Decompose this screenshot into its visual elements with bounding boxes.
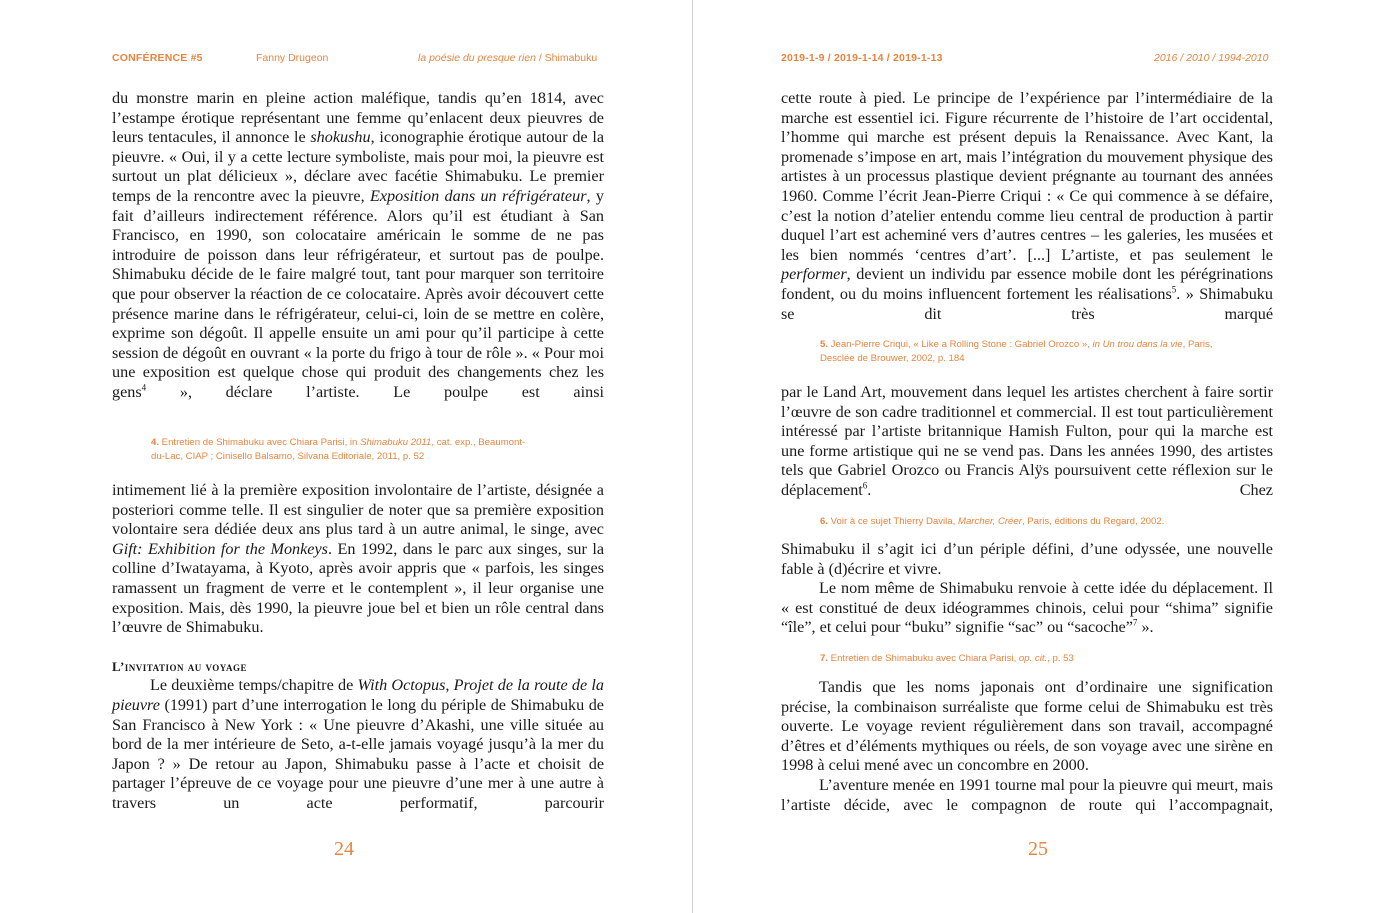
footnote-4: 4. Entretien de Shimabuku avec Chiara Parisi, in Shimabuku 2011, cat. exp., Beaumont-du-Lac, CIAP ; Cinisello Balsamo, Silvana Editoriale, 2011, p. 52 [151, 437, 526, 462]
footnote-ref-5: 5 [1171, 284, 1177, 295]
right-body-block-1 [781, 89, 1273, 324]
left-paragraph-2: intimement lié à la première exposition involontaire de l’artiste, désignée a posteriori comme telle. Il est singulier de noter que sa première exposition volontaire sera dédiée deux ans plus tard à un autre animal, le singe, avec Gift: Exhibition for the Monkeys. En 1992, dans le parc aux singes, sur la colline d’Iwatayama, à Kyoto, après avoir appris que « parfois, les singes ramassent un fragment de verre et le contemplent », il leur organise une exposition. Mais, dès 1990, la pieuvre joue bel et bien un rôle central dans l’œuvre de Shimabuku. [112, 481, 604, 637]
right-body-block-3 [781, 540, 1273, 638]
right-header-years: 2016 / 2010 / 1994-2010 [1154, 52, 1269, 64]
section-heading: L’invitation au voyage [112, 658, 247, 674]
left-paragraph-3: Le deuxième temps/chapitre de With Octopus, Projet de la route de la pieuvre (1991) part d’une interrogation le long du périple de Shimabuku de San Francisco à New York : « Une pieuvre d’Akashi, une ville située au bord de la mer intérieure de Seto, a-t-elle jamais voyagé jusqu’à la mer du Japon ? » De retour au Japon, Shimabuku passe à l’acte et choisit de partager l’épreuve de ce voyage pour une pieuvre d’une mer à une autre à travers un acte performatif, parcourir [112, 676, 604, 812]
footnote-ref-6: 6 [862, 480, 868, 491]
right-page [693, 0, 1385, 913]
footnote-7: 7. Entretien de Shimabuku avec Chiara Parisi, op. cit., p. 53 [820, 653, 1074, 664]
left-body-block-1 [112, 89, 604, 403]
right-paragraph-4: Le nom même de Shimabuku renvoie à cette idée du déplacement. Il « est constitué de deux idéogrammes chinois, celui pour “shima” signifie “île”, et celui pour “buku” signifie “sac” ou “sacoche”$^7$ ». [781, 579, 1273, 637]
left-header-series: CONFÉRENCE #5 [112, 52, 203, 64]
footnote-6: 6. Voir à ce sujet Thierry Davila, Marcher, Créer, Paris, éditions du Regard, 2002. [820, 516, 1165, 527]
right-paragraph-6: L’aventure menée en 1991 tourne mal pour la pieuvre qui meurt, mais l’artiste décide, avec le compagnon de route qui l’accompagnait, [781, 775, 1273, 814]
footnote-ref-7: 7 [1132, 617, 1138, 628]
right-paragraph-2: par le Land Art, mouvement dans lequel les artistes cherchent à faire sortir l’œuvre de son cadre traditionnel et commercial. Il est tout particulièrement intéressé par l’artiste britannique Hamish Fulton, pour qui la marche est une forme artistique qui ne se vend pas. Dans les années 1990, des artistes tels que Gabriel Orozco ou Francis Alÿs poursuivent cette réflexion sur le déplacement$^6$. Chez [781, 383, 1273, 499]
right-paragraph-5: Tandis que les noms japonais ont d’ordinaire une signification précise, la combinaison surréaliste que forme celui de Shimabuku est très ouverte. Le voyage revient régulièrement dans son travail, accompagné d’êtres et d’éléments mythiques ou réels, de son voyage avec une sirène en 1998 à celui mené avec un concombre en 2000. [781, 678, 1273, 775]
left-header-author: Fanny Drugeon [256, 52, 329, 64]
right-body-block-4 [781, 678, 1273, 815]
right-paragraph-3: Shimabuku il s’agit ici d’un périple défini, d’une odyssée, une nouvelle fable à (d)écrire et vivre. [781, 540, 1273, 578]
footnote-5: 5. Jean-Pierre Criqui, « Like a Rolling Stone : Gabriel Orozco », in Un trou dans la vie, Paris, Desclée de Brouwer, 2002, p. 184 [820, 339, 1213, 364]
page-number-left: 24 [334, 838, 354, 860]
right-header-dates: 2019-1-9 / 2019-1-14 / 2019-1-13 [781, 52, 943, 64]
left-paragraph-1: du monstre marin en pleine action maléfique, tandis qu’en 1814, avec l’estampe érotique représentant une femme qu’enlacent deux pieuvres de leurs tentacules, il annonce le shokushu, iconographie érotique autour de la pieuvre. « Oui, il y a cette lecture symboliste, mais pour moi, la pieuvre est surtout un plat délicieux », déclare avec facétie Shimabuku. Le premier temps de la rencontre avec la pieuvre, Exposition dans un réfrigérateur, y fait d’ailleurs indirectement référence. Alors qu’il est étudiant à San Francisco, en 1990, son colocataire américain le somme de ne pas introduire de poisson dans leur réfrigérateur, et surtout pas de poulpe. Shimabuku décide de le faire malgré tout, tant pour marquer son territoire que pour observer la réaction de ce colocataire. Après avoir découvert cette présence marine dans le réfrigérateur, celui-ci, loin de se mettre en colère, exprime son dégoût. Il appelle ensuite un ami pour qu’il participe à cette session de dégoût en ouvrant « la porte du frigo à tour de rôle ». « Pour moi une exposition est quelque chose qui produit des changements chez les gens$^4$ », déclare l’artiste. Le poulpe est ainsi [112, 89, 605, 401]
right-paragraph-1: cette route à pied. Le principe de l’expérience par l’intermédiaire de la marche est essentiel ici. Figure récurrente de l’histoire de l’art occidental, l’homme qui marche est présent depuis la Renaissance. Avec Kant, la promenade s’impose en art, mais l’intégration du mouvement physique des artistes à un processus plastique devient prégnante au tournant des années 1960. Comme l’écrit Jean-Pierre Criqui : « Ce qui commence à se défaire, c’est la notion d’atelier entendu comme lieu central de production à partir duquel l’art est acheminé vers d’autres centres – les galeries, les musées et les bien nommés ‘centres d’art’. [...] L’artiste, et pas seulement le performer, devient un individu par essence mobile dont les pérégrinations fondent, ou du moins influencent fortement les réalisations$^5$. » Shimabuku se dit très marqué [781, 89, 1273, 323]
page-number-right: 25 [1028, 838, 1048, 860]
left-page [0, 0, 692, 913]
left-body-block-2 [112, 481, 604, 814]
footnote-ref-4: 4 [141, 382, 147, 393]
left-header-title: la poésie du presque rien / Shimabuku [418, 52, 598, 64]
right-body-block-2 [781, 383, 1273, 501]
